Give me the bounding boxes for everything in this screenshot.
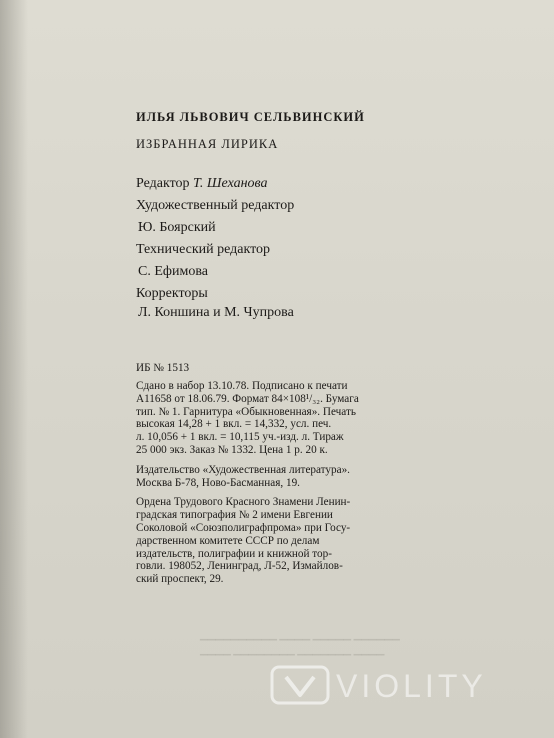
publisher-line: Москва Б-78, Ново-Басманная, 19. (136, 476, 300, 489)
book-title: ИЗБРАННАЯ ЛИРИКА (136, 137, 279, 151)
tech-editor-label: Технический редактор (136, 242, 271, 257)
print-line: тип. № 1. Гарнитура «Обыкновенная». Печать (136, 405, 356, 418)
print-line: высокая 14,28 + 1 вкл. = 14,332, усл. печ. (136, 418, 332, 431)
editor-label: Редактор (136, 176, 190, 191)
publisher-line: Издательство «Художественная литература». (136, 463, 350, 476)
watermark-text: VIOLITY (336, 668, 487, 704)
print-line: А11658 от 18.06.79. Формат 84×108¹/₃₂. Бумага (136, 392, 359, 405)
art-editor-name: Ю. Боярский (138, 220, 216, 235)
printer-line: дарственном комитете СССР по делам (136, 534, 320, 547)
print-details (136, 380, 359, 593)
art-editor-label: Художественный редактор (136, 198, 295, 213)
print-line: Сдано в набор 13.10.78. Подписано к печати (136, 380, 348, 392)
show-through-text: ▁▁▁▁▁▁▁▁▁▁ ▁▁▁▁ ▁▁▁▁▁ ▁▁▁▁▁▁ (200, 630, 400, 641)
show-through-text-2: ▁▁▁▁ ▁▁▁▁▁▁▁▁ ▁▁▁▁▁▁▁ ▁▁▁▁ (200, 645, 385, 656)
print-line: л. 10,056 + 1 вкл. = 10,115 уч.-изд. л. Тираж (136, 431, 344, 444)
editor-credit (136, 175, 268, 193)
proofreaders-label: Корректоры (136, 286, 208, 301)
printer-line: Ордена Трудового Красного Знамени Ленин- (136, 496, 351, 509)
printer-line: ский проспект, 29. (136, 573, 224, 586)
tech-editor-name: С. Ефимова (138, 264, 208, 279)
editor-name: Т. Шеханова (193, 176, 268, 191)
page-edge-shadow (0, 0, 28, 738)
print-line: 25 000 экз. Заказ № 1332. Цена 1 р. 20 к. (136, 443, 328, 456)
proofreaders-names: Л. Коншина и М. Чупрова (138, 305, 294, 320)
printer-line: градская типография № 2 имени Евгении (136, 509, 333, 522)
ib-number: ИБ № 1513 (136, 362, 190, 374)
printer-line: Соколовой «Союзполиграфпрома» при Госу- (136, 521, 351, 534)
author-name: ИЛЬЯ ЛЬВОВИЧ СЕЛЬВИНСКИЙ (136, 110, 365, 124)
printer-line: говли. 198052, Ленинград, Л-52, Измайлов- (136, 560, 343, 573)
printer-line: издательств, полиграфии и книжной тор- (136, 547, 332, 560)
watermark-logo-icon (270, 665, 330, 705)
